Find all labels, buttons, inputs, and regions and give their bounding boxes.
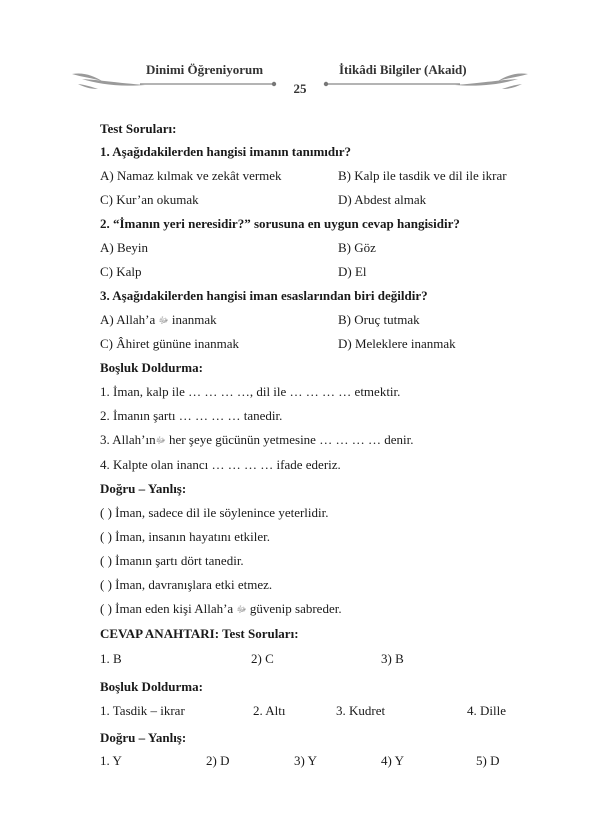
tf-item-2: ( ) İman, insanın hayatını etkiler. [100,529,271,544]
tf-item-5-pre: ( ) İman eden kişi Allah’a [100,601,234,616]
tf-item-3: ( ) İmanın şartı dört tanedir. [100,553,244,568]
q3-option-c: C) Âhiret gününe inanmak [100,336,239,351]
q3-option-a [100,312,217,328]
q1-option-c: C) Kur’an okumak [100,192,199,207]
answer-fill-heading: Boşluk Doldurma: [100,679,203,694]
q2-option-b: B) Göz [338,240,376,255]
fill-item-4: 4. Kalpte olan inancı … … … … ifade ederiz. [100,457,341,472]
answer-test-3: 3) B [381,651,404,666]
q3-option-a-pre: A) Allah’a [100,312,156,327]
answer-key-heading: CEVAP ANAHTARI: Test Soruları: [100,626,299,641]
answer-tf-3: 3) Y [294,753,317,768]
answer-fill-1: 1. Tasdik – ikrar [100,703,185,718]
q1-option-b: B) Kalp ile tasdik ve dil ile ikrar [338,168,507,183]
question-3: 3. Aşağıdakilerden hangisi iman esaslarından biri değildir? [100,288,428,303]
answer-tf-2: 2) D [206,753,230,768]
q3-option-a-post: inanmak [171,312,217,327]
q1-option-d: D) Abdest almak [338,192,427,207]
fill-item-2: 2. İmanın şartı … … … … tanedir. [100,408,283,423]
question-2: 2. “İmanın yeri neresidir?” sorusuna en uygun cevap hangisidir? [100,216,460,231]
tf-item-4: ( ) İman, davranışlara etki etmez. [100,577,273,592]
running-header-right: İtikâdi Bilgiler (Akaid) [339,62,467,77]
q1-option-a: A) Namaz kılmak ve zekât vermek [100,168,282,183]
q3-option-b: B) Oruç tutmak [338,312,420,327]
answer-test-2: 2) C [251,651,274,666]
answer-fill-2: 2. Altı [253,703,286,718]
jalla-jalaluhu-symbol: ﷻ [155,435,166,445]
question-1: 1. Aşağıdakilerden hangisi imanın tanımıdır? [100,144,352,159]
q2-option-a: A) Beyin [100,240,149,255]
jalla-jalaluhu-symbol: ﷻ [236,604,247,614]
answer-fill-3: 3. Kudret [336,703,386,718]
fill-item-1: 1. İman, kalp ile … … … …, dil ile … … … … etmektir. [100,384,401,399]
page-number: 25 [293,81,307,96]
answer-tf-heading: Doğru – Yanlış: [100,730,187,745]
fill-heading: Boşluk Doldurma: [100,360,203,375]
fill-item-3-post: her şeye gücünün yetmesine … … … … denir. [169,432,414,447]
answer-tf-4: 4) Y [381,753,404,768]
fill-item-3-pre: 3. Allah’ın [100,432,156,447]
q2-option-d: D) El [338,264,367,279]
answer-tf-1: 1. Y [100,753,122,768]
tf-heading: Doğru – Yanlış: [100,481,187,496]
tf-item-1: ( ) İman, sadece dil ile söylenince yeterlidir. [100,505,329,520]
answer-fill-4: 4. Dille [467,703,506,718]
q3-option-d: D) Meleklere inanmak [338,336,456,351]
q2-option-c: C) Kalp [100,264,142,279]
answer-tf-5: 5) D [476,753,500,768]
tf-item-5-post: güvenip sabreder. [249,601,342,616]
jalla-jalaluhu-symbol: ﷻ [158,315,169,325]
tf-item-5 [100,601,342,617]
test-heading: Test Soruları: [100,121,177,136]
fill-item-3 [100,432,413,448]
running-header-left: Dinimi Öğreniyorum [146,62,264,77]
answer-test-1: 1. B [100,651,122,666]
